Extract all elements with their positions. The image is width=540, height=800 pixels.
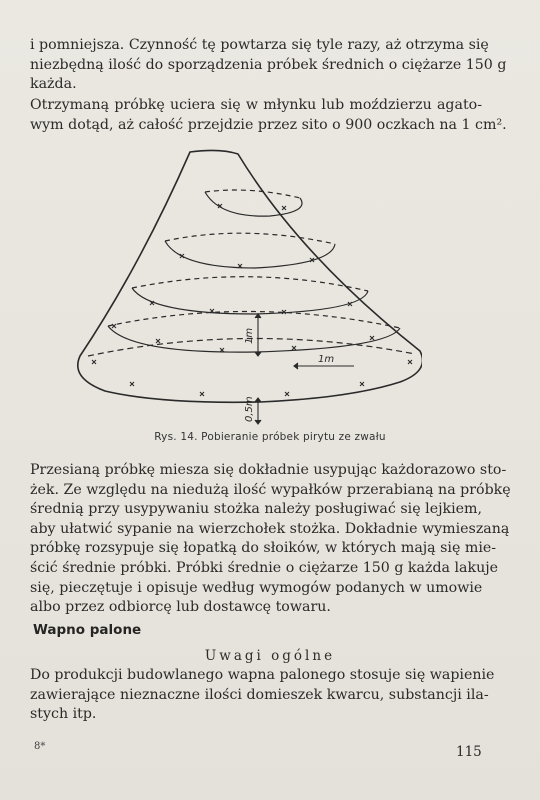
text-line: zawierające nieznaczne ilości domieszek kwarcu, substancji ila- [30,686,489,703]
text-line: się, pieczętuje i opisuje według wymogów podanych w umowie [30,579,483,596]
radius-label: 1m [318,354,335,365]
paragraph-lime [30,666,495,725]
paragraph-grinding [30,96,507,135]
text-line: wym dotąd, aż całość przejdzie przez sito o 900 oczkach na 1 cm². [30,116,507,133]
text-line: niezbędną ilość do sporządzenia próbek średnich o ciężarze 150 g [30,56,507,73]
page-number: 115 [456,744,482,760]
cone-sampling-figure [70,146,422,426]
figure-caption: Rys. 14. Pobieranie próbek pirytu ze zwału [154,431,386,443]
sample-point-markers [92,204,412,396]
paragraph-mixing [30,461,511,618]
text-line: żek. Ze względu na niedużą ilość wypałków przerabianą na próbkę [30,481,511,498]
text-line: albo przez odbiorcę lub dostawcę towaru. [30,599,331,616]
text-line: i pomniejsza. Czynność tę powtarza się tyle razy, aż otrzyma się [30,37,489,53]
text-line: Przesianą próbkę miesza się dokładnie usypując każdorazowo sto- [30,462,507,478]
base-label: 0,5m [244,396,255,422]
text-line: próbkę rozsypuje się łopatką do słoików, w których mają się mie- [30,540,497,557]
text-line: ścić średnie próbki. Próbki średnie o ciężarze 150 g każda lakuje [30,559,499,576]
paragraph-continued [30,36,507,95]
text-line: średnią przy usypywaniu stożka należy posługiwać się lejkiem, [30,501,482,518]
text-line: Otrzymaną próbkę uciera się w młynku lub moździerzu agato- [30,97,482,113]
signature-mark: 8* [34,741,46,752]
text-line: aby ułatwić sypanie na wierzchołek stożka. Dokładnie wymieszaną [30,520,510,537]
text-line: stych itp. [30,706,97,723]
section-heading: Wapno palone [33,622,142,638]
subheading: Uwagi ogólne [204,648,336,664]
text-line: każda. [30,76,77,93]
height-label: 1m [244,327,255,344]
text-line: Do produkcji budowlanego wapna palonego stosuje się wapienie [30,667,495,683]
